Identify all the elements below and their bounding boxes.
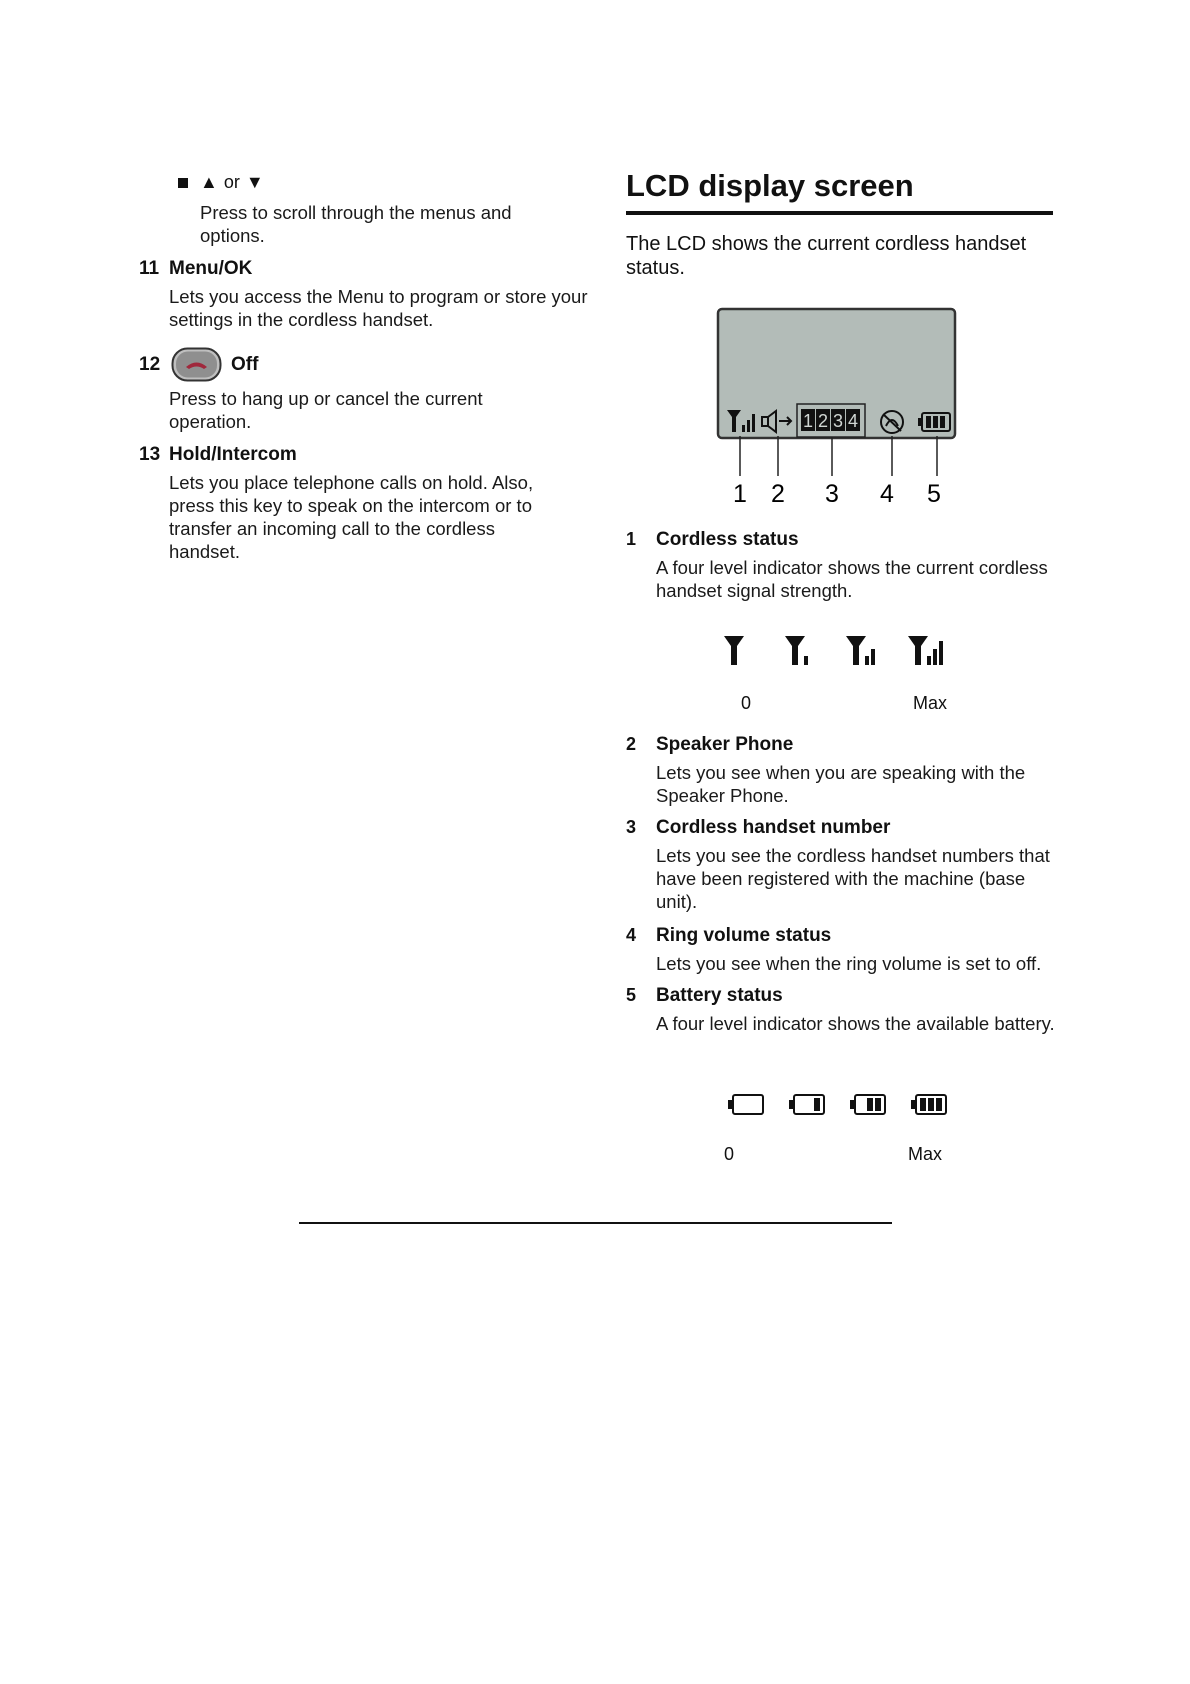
item-description: A four level indicator shows the current cordless handset signal strength. [656,557,1048,601]
item-title-ring-volume: Ring volume status [656,925,832,946]
item-number: 2 [626,734,637,754]
item-title-cordless-status: Cordless status [656,529,799,550]
section-heading: LCD display screen [626,168,914,203]
svg-text:1: 1 [802,411,814,431]
battery-level-1-icon [789,1095,824,1114]
footer-rule [299,1222,892,1224]
intro-text: The LCD shows the current cordless handset status. [626,233,1027,279]
battery-level-3-icon [911,1095,946,1114]
item-number: 5 [626,985,637,1005]
item-description: A four level indicator shows the available battery. [656,1013,1055,1034]
item-description: Lets you place telephone calls on hold. Also, press this key to speak on the intercom or to transfer an incoming call to the cordless handset. [169,472,534,562]
handset-number-3 [831,409,845,431]
item-title-hold-intercom: Hold/Intercom [169,444,297,465]
item-title-speaker-phone: Speaker Phone [656,734,794,755]
or-label: or [223,172,240,192]
item-title-battery-status: Battery status [656,985,783,1006]
item-number: 12 [139,354,161,375]
off-key-icon [171,347,222,382]
svg-text:4: 4 [847,411,859,431]
item-title-off: Off [231,354,259,375]
item-description: Lets you see the cordless handset numbers that have been registered with the machine (base unit). [656,845,1050,912]
item-title-handset-number: Cordless handset number [656,817,891,838]
up-arrow-icon: ▲ [200,172,218,192]
signal-scale-min: 0 [741,693,752,713]
item-description: Lets you see when the ring volume is set to off. [656,953,1042,974]
svg-text:3: 3 [832,411,844,431]
item-number: 11 [139,258,160,279]
callout-2: 2 [771,480,785,508]
battery-scale-max: Max [908,1144,943,1164]
handset-number-1 [801,409,815,431]
item-number: 3 [626,817,637,837]
svg-text:2: 2 [817,411,829,431]
battery-levels [726,1092,952,1118]
callout-4: 4 [880,480,894,508]
item-number: 13 [139,444,161,465]
bullet-square-icon [178,178,188,188]
signal-level-0-icon [724,636,744,665]
item-number: 1 [626,529,637,549]
handset-number-4 [846,409,860,431]
item-description: Lets you access the Menu to program or store your settings in the cordless handset. [169,286,588,330]
callout-1: 1 [733,480,747,508]
signal-level-2-icon [846,636,875,665]
battery-scale-min: 0 [724,1144,735,1164]
battery-level-2-icon [850,1095,885,1114]
signal-scale-max: Max [913,693,948,713]
callout-3: 3 [825,480,839,508]
down-arrow-icon: ▼ [245,172,264,192]
item-number: 4 [626,925,637,945]
callout-5: 5 [927,480,941,508]
handset-number-2 [816,409,830,431]
item-description: Lets you see when you are speaking with the Speaker Phone. [656,762,1026,806]
signal-level-3-icon [908,636,943,665]
nav-description: Press to scroll through the menus and options. [200,202,512,246]
heading-rule [626,211,1053,215]
item-description: Press to hang up or cancel the current operation. [169,388,483,432]
nav-keys-line [178,172,264,193]
signal-level-1-icon [785,636,808,665]
item-title-menu-ok: Menu/OK [169,258,253,279]
battery-level-0-icon [728,1095,763,1114]
signal-levels [722,634,952,668]
lcd-diagram [715,306,975,516]
